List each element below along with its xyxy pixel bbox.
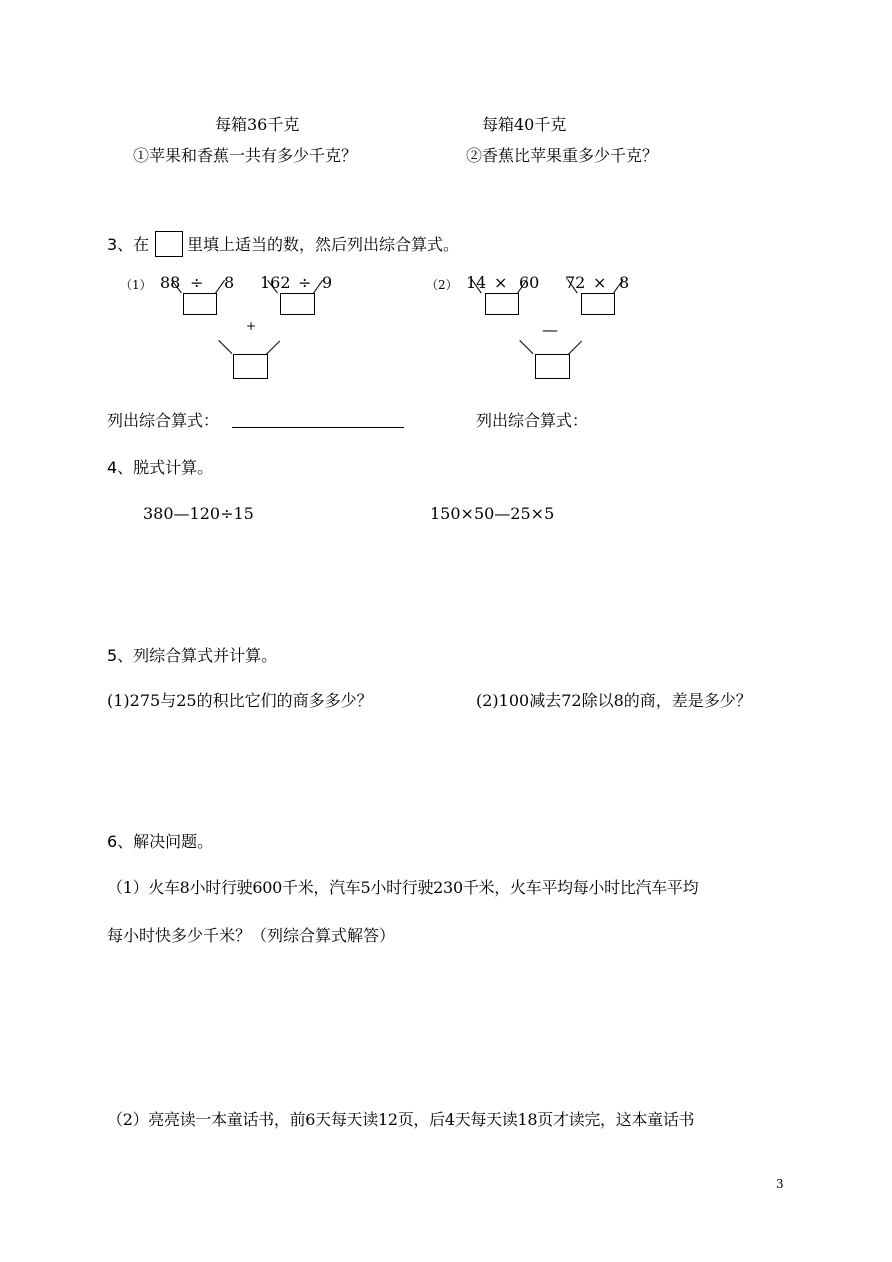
part-2-line-e: [519, 340, 533, 354]
section-6-problem-1-line-1: （1）火车8小时行驶600千米，汽车5小时行驶230千米，火车平均每小时比汽车平均: [107, 878, 699, 897]
right-box-caption: 每箱40千克: [482, 115, 567, 134]
blank-box-example: [155, 231, 183, 257]
part-2-line-f: [568, 341, 582, 355]
section-5-question-1: (1)275与25的积比它们的商多多少？: [107, 691, 373, 710]
part-1-op-1: ÷: [190, 273, 204, 292]
part-1-line-e: [218, 340, 232, 354]
part-2-op-2: ×: [593, 273, 607, 292]
part-1-join-op: +: [246, 319, 257, 333]
part-2-answer-box-final[interactable]: [535, 354, 570, 379]
part-2-num-d: 8: [619, 273, 630, 292]
part-1-num-d: 9: [322, 273, 333, 292]
section-4-expr-2: 150×50—25×5: [430, 504, 555, 523]
part-2-answer-box-1[interactable]: [485, 293, 519, 315]
section-6-problem-2-line-1: （2）亮亮读一本童话书，前6天每天读12页，后4天每天读18页才读完，这本童话书: [107, 1110, 695, 1129]
part-2-num-b: 60: [519, 273, 540, 292]
section-5-question-2: (2)100减去72除以8的商，差是多少？: [476, 691, 752, 710]
section-4-title: 4、脱式计算。: [107, 458, 214, 477]
section-6-problem-1-line-2: 每小时快多少千米？（列综合算式解答）: [107, 926, 396, 945]
question-1: ①苹果和香蕉一共有多少千克？: [133, 146, 358, 165]
section-3-instruction: 里填上适当的数，然后列出综合算式。: [187, 235, 460, 254]
question-2: ②香蕉比苹果重多少千克？: [466, 146, 659, 165]
section-5-title: 5、列综合算式并计算。: [107, 646, 278, 665]
part-1-num-c: 162: [260, 273, 291, 292]
section-3-prefix: 3、在: [107, 235, 150, 254]
part-1-label: （1）: [120, 278, 152, 292]
part-2-num-c: 72: [565, 273, 586, 292]
part-2-op-1: ×: [494, 273, 508, 292]
formula-label-left: 列出综合算式：: [107, 411, 220, 430]
part-1-num-a: 88: [160, 273, 181, 292]
formula-label-right: 列出综合算式：: [476, 411, 589, 430]
part-2-label: （2）: [426, 278, 458, 292]
part-1-answer-box-2[interactable]: [280, 293, 315, 315]
formula-answer-line[interactable]: [232, 427, 404, 428]
part-1-op-2: ÷: [298, 273, 312, 292]
page-number: 3: [776, 1177, 784, 1191]
part-1-answer-box-1[interactable]: [183, 293, 217, 315]
part-2-join-op: —: [542, 320, 558, 339]
part-1-num-b: 8: [224, 273, 235, 292]
part-1-line-f: [266, 341, 280, 355]
part-1-answer-box-final[interactable]: [233, 354, 268, 379]
section-4-expr-1: 380—120÷15: [143, 504, 254, 523]
section-6-title: 6、解决问题。: [107, 832, 214, 851]
left-box-caption: 每箱36千克: [215, 115, 300, 134]
part-2-answer-box-2[interactable]: [581, 293, 615, 315]
part-2-num-a: 14: [466, 273, 487, 292]
